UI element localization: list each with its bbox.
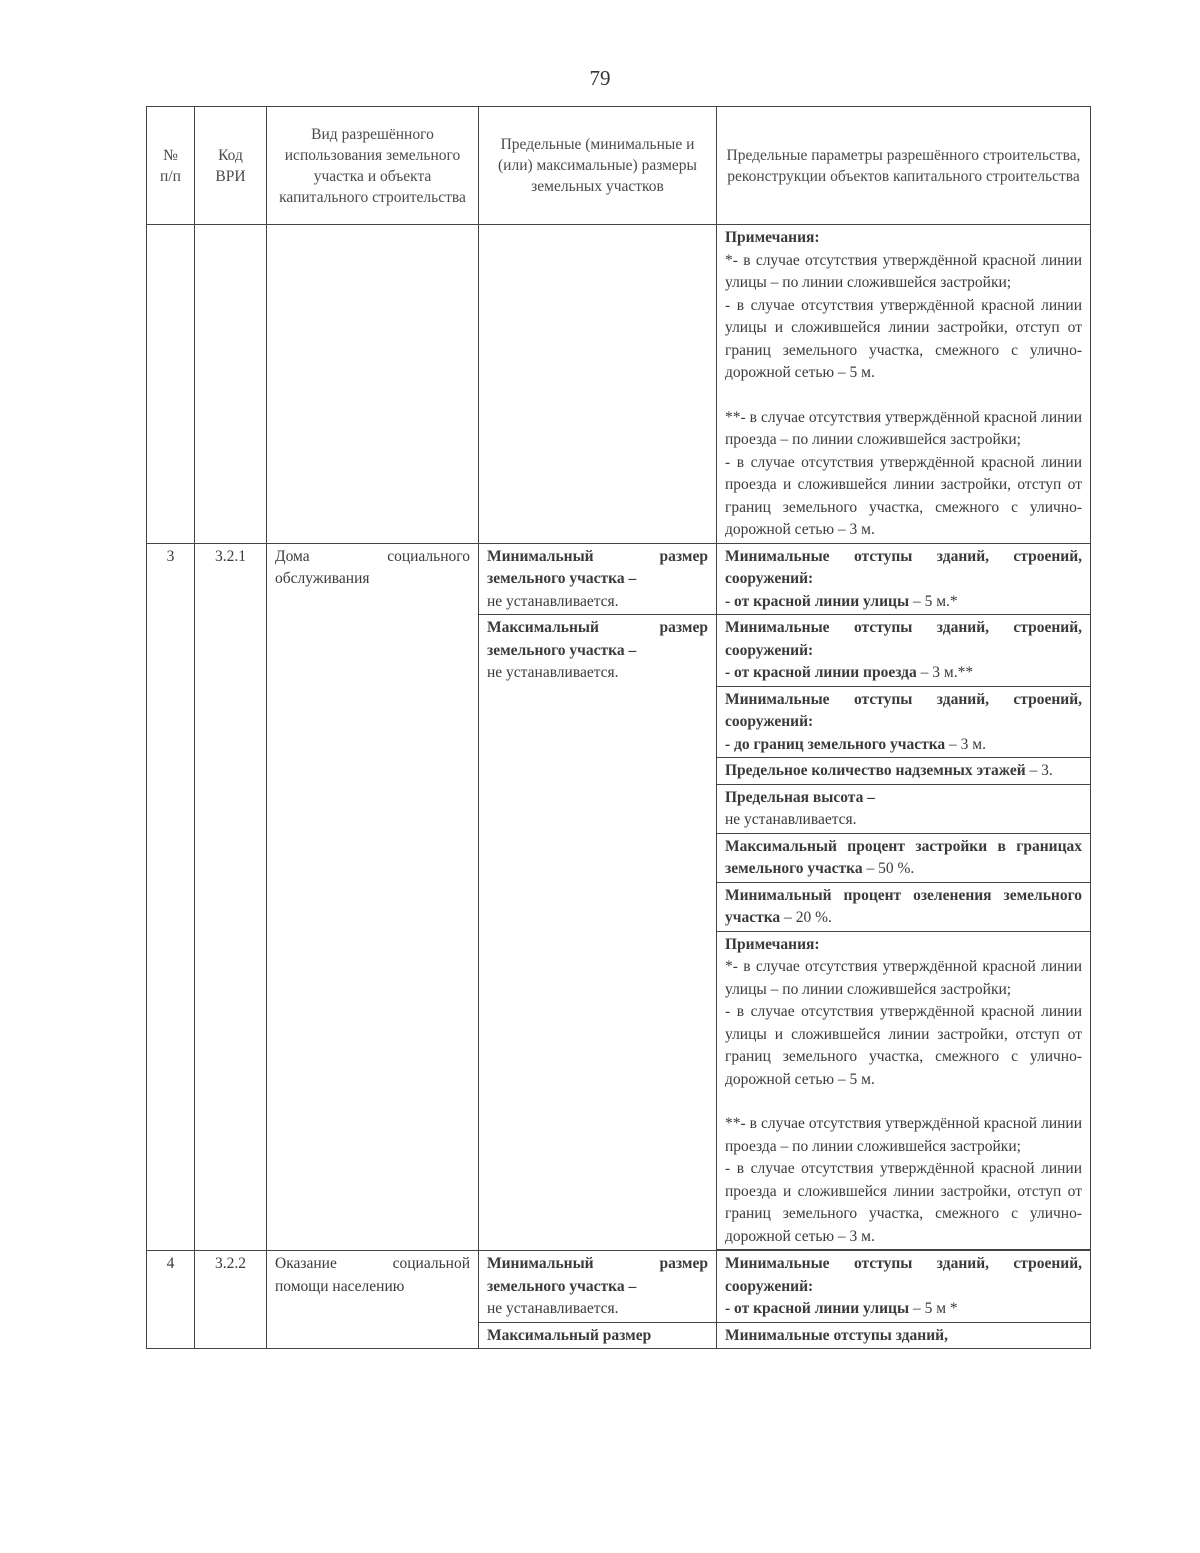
max-size-value: не устанавливается.: [487, 664, 619, 681]
param-cell: [717, 758, 1091, 785]
note-paragraph: **- в случае отсутствия утверждённой красной линии проезда – по линии сложившейся застройки;: [725, 408, 1082, 448]
param-label: Минимальные отступы зданий, строений, сооружений:: [725, 690, 1082, 730]
notes-cell: [717, 931, 1091, 1250]
header-num: № п/п: [147, 107, 195, 225]
max-size-cell: Максимальный размер: [479, 1322, 717, 1349]
note-paragraph: - в случае отсутствия утверждённой красной линии проезда и сложившейся линии застройки, отступ от границ земельного участка, смежного с улично-дорожной сетью – 3 м.: [725, 1160, 1082, 1245]
notes-cell: [717, 225, 1091, 544]
note-paragraph: *- в случае отсутствия утверждённой красной линии улицы – по линии сложившейся застройки;: [725, 958, 1082, 998]
header-use: Вид разрешённого использования земельного участка и объекта капитального строительства: [267, 107, 479, 225]
param-value: – 50 %.: [862, 860, 915, 877]
param-cell: [717, 833, 1091, 882]
param-label: Минимальный процент озеленения земельного участка: [725, 886, 1082, 926]
note-paragraph: - в случае отсутствия утверждённой красной линии проезда и сложившейся линии застройки, отступ от границ земельного участка, смежного с улично-дорожной сетью – 3 м.: [725, 453, 1082, 538]
min-size-value: не устанавливается.: [487, 1300, 619, 1317]
param-cell: [717, 1251, 1091, 1323]
notes-title: Примечания:: [725, 935, 820, 953]
min-size-cell: [479, 1251, 717, 1323]
param-cell: [717, 882, 1091, 931]
page-number: 79: [589, 66, 611, 90]
param-cell: [717, 615, 1091, 687]
param-value: – 3 м.: [945, 735, 986, 753]
row-use: Дома социального обслуживания: [267, 543, 479, 1251]
row-code: 3.2.1: [195, 543, 267, 1251]
param-value: – 5 м.*: [909, 592, 958, 610]
param-label: Минимальные отступы зданий, строений, сооружений:: [725, 619, 1082, 659]
cell-empty: [195, 225, 267, 544]
param-value: – 5 м *: [909, 1300, 958, 1317]
param-value: – 3.: [1025, 762, 1053, 779]
cell-empty: [267, 225, 479, 544]
row-use: Оказание социальной помощи населению: [267, 1251, 479, 1349]
param-cell: [717, 543, 1091, 615]
param-label: Минимальные отступы зданий, строений, сооружений:: [725, 1255, 1082, 1295]
min-size-label: Минимальный размер земельного участка –: [487, 1255, 708, 1295]
param-sub: - до границ земельного участка: [725, 735, 946, 753]
param-label: Максимальный процент застройки в границах земельного участка: [725, 837, 1082, 877]
max-size-label: Максимальный размер земельного участка –: [487, 619, 708, 659]
note-paragraph: - в случае отсутствия утверждённой красной линии улицы и сложившейся линии застройки, отступ от границ земельного участка, смежного с улично-дорожной сетью – 5 м.: [725, 296, 1082, 381]
note-paragraph: - в случае отсутствия утверждённой красной линии улицы и сложившейся линии застройки, отступ от границ земельного участка, смежного с улично-дорожной сетью – 5 м.: [725, 1003, 1082, 1088]
param-cell: Минимальные отступы зданий,: [717, 1322, 1091, 1349]
min-size-label: Минимальный размер земельного участка –: [487, 547, 708, 587]
param-cell: [717, 784, 1091, 833]
param-value: не устанавливается.: [725, 811, 857, 828]
param-sub: - от красной линии проезда: [725, 664, 917, 681]
regulations-table: [146, 106, 1091, 1349]
param-value: – 3 м.**: [916, 664, 974, 681]
notes-title: Примечания:: [725, 229, 820, 246]
param-label: Предельная высота –: [725, 788, 875, 806]
header-params: Предельные параметры разрешённого строительства, реконструкции объектов капитального строительства: [717, 107, 1091, 225]
cell-empty: [147, 225, 195, 544]
param-sub: - от красной линии улицы: [725, 1300, 910, 1317]
param-label: Минимальные отступы зданий, строений, сооружений:: [725, 547, 1082, 587]
header-sizes: Предельные (минимальные и (или) максимальные) размеры земельных участков: [479, 107, 717, 225]
row-number: 3: [147, 543, 195, 1251]
param-value: – 20 %.: [780, 909, 832, 926]
table-row: [147, 543, 1091, 615]
param-label: Предельное количество надземных этажей: [725, 762, 1026, 779]
min-size-cell: [479, 543, 717, 615]
param-cell: [717, 686, 1091, 758]
table-row: [147, 225, 1091, 544]
note-paragraph: **- в случае отсутствия утверждённой красной линии проезда – по линии сложившейся застройки;: [725, 1115, 1082, 1155]
cell-empty: [479, 225, 717, 544]
row-code: 3.2.2: [195, 1251, 267, 1349]
max-size-cell: [479, 615, 717, 1251]
min-size-value: не устанавливается.: [487, 592, 619, 610]
header-code: Код ВРИ: [195, 107, 267, 225]
table-header-row: [147, 107, 1091, 225]
table-row: [147, 1251, 1091, 1323]
row-number: 4: [147, 1251, 195, 1349]
note-paragraph: *- в случае отсутствия утверждённой красной линии улицы – по линии сложившейся застройки;: [725, 251, 1082, 291]
param-sub: - от красной линии улицы: [725, 592, 910, 610]
